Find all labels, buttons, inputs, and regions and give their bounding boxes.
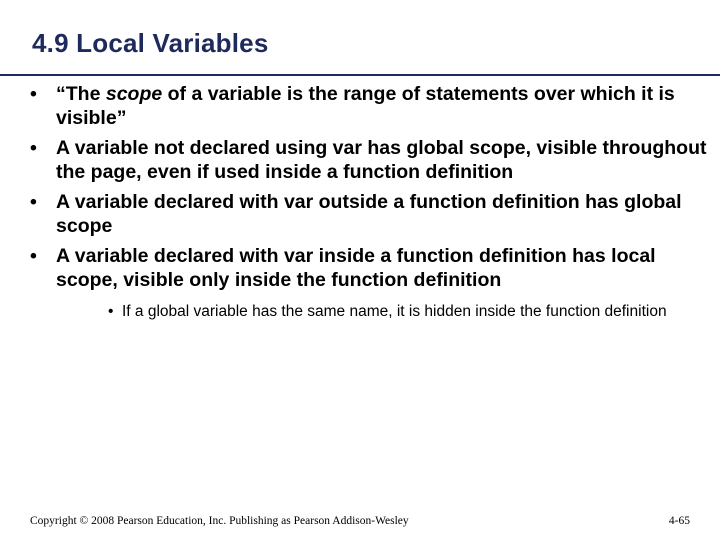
sub-bullet-icon: • (108, 303, 114, 320)
footer-copyright: Copyright © 2008 Pearson Education, Inc. Publishing as Pearson Addison-Wesley (30, 515, 409, 527)
bullet-icon: • (30, 245, 37, 267)
bullet-item (30, 136, 710, 184)
bullet-list (30, 82, 710, 327)
bullet-item (30, 190, 710, 238)
title-divider (0, 74, 720, 76)
bullet-text-rest: of a variable is the range of statements over which it is visible” (56, 83, 675, 129)
bullet-text-emphasis: scope (105, 83, 163, 105)
bullet-text-prefix: “The (56, 83, 106, 105)
bullet-text: A variable not declared using var has global scope, visible throughout the page, even if used inside a function definition (56, 137, 707, 183)
sub-bullet-item (108, 302, 710, 321)
bullet-item (30, 244, 710, 321)
sub-bullet-list (56, 302, 710, 321)
bullet-icon: • (30, 83, 37, 105)
bullet-icon: • (30, 191, 37, 213)
bullet-item (30, 82, 710, 130)
bullet-text: A variable declared with var inside a function definition has local scope, visible only inside the function definition (56, 245, 656, 291)
slide-title: 4.9 Local Variables (32, 28, 269, 58)
bullet-text: A variable declared with var outside a function definition has global scope (56, 191, 682, 237)
bullet-icon: • (30, 137, 37, 159)
footer-page-number: 4-65 (668, 515, 690, 527)
sub-bullet-text: If a global variable has the same name, it is hidden inside the function definition (122, 303, 667, 320)
